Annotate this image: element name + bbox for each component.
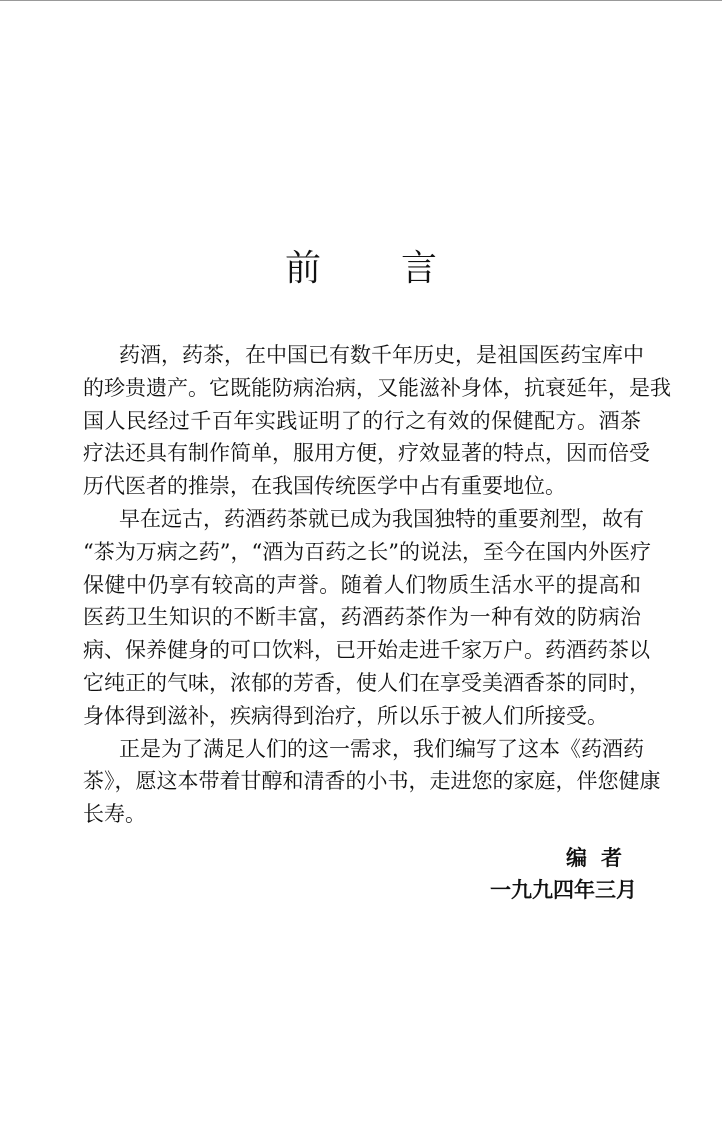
text-line: 它纯正的气味，浓郁的芳香，使人们在享受美酒香茶的同时，: [83, 670, 650, 695]
title-char: 前: [284, 248, 321, 289]
text-line: 正是为了满足人们的这一需求，我们编写了这本《药酒药: [119, 736, 644, 761]
text-line: 病、保养健身的可口饮料，已开始走进千家万户。药酒药茶以: [83, 638, 650, 663]
text-line: 保健中仍享有较高的声誉。随着人们物质生活水平的提高和: [83, 572, 641, 597]
text-line: 早在远古，药酒药茶就已成为我国独特的重要剂型，故有: [119, 506, 644, 531]
text-line: “茶为万病之药”，“酒为百药之长”的说法，至今在国内外医疗: [83, 539, 651, 564]
text-line: 国人民经过千百年实践证明了的行之有效的保健配方。酒茶: [83, 408, 641, 433]
text-line: 茶》，愿这本带着甘醇和清香的小书，走进您的家庭，伴您健康: [83, 769, 661, 794]
page-title: [0, 240, 722, 291]
paragraph-1: [83, 339, 671, 503]
text-line: 医药卫生知识的不断丰富，药酒药茶作为一种有效的防病治: [83, 605, 641, 630]
page-edge-line: [0, 0, 722, 1]
preface-body: [83, 339, 671, 831]
signature-date: 一九九四年三月: [490, 877, 637, 902]
text-line: 长寿。: [83, 802, 146, 827]
title-char: 言: [401, 248, 438, 289]
text-line: 药酒，药茶，在中国已有数千年历史，是祖国医药宝库中: [119, 343, 644, 367]
text-line: 的珍贵遗产。它既能防病治病，又能滋补身体，抗衰延年，是我: [83, 375, 671, 400]
text-line: 疗法还具有制作简单，服用方便，疗效显著的特点，因而倍受: [83, 441, 650, 466]
text-line: 身体得到滋补，疾病得到治疗，所以乐于被人们所接受。: [83, 703, 608, 728]
text-line: 历代医者的推崇，在我国传统医学中占有重要地位。: [83, 474, 566, 499]
signature-author: 编者: [566, 845, 636, 870]
paragraph-3: [83, 733, 661, 831]
paragraph-2: [83, 503, 651, 733]
